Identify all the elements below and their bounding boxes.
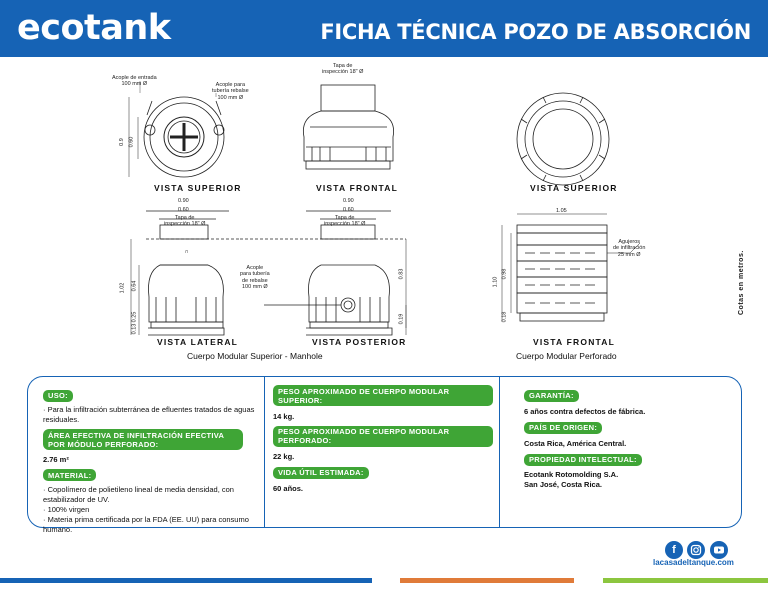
dim-top-a: 0.9 <box>118 138 125 146</box>
specs-column-2 <box>273 385 493 527</box>
footer-bar-blue <box>0 578 372 583</box>
dim-perforated-width: 1.05 <box>556 208 567 214</box>
dim-lateral-width2: 0.60 <box>178 207 189 213</box>
dim-perforated-h3: 0.18 <box>501 311 508 323</box>
ip-label: PROPIEDAD INTELECTUAL: <box>524 454 642 466</box>
overflow-pipe-coupling-label: Acople para tubería de rebalse 100 mm Ø <box>240 265 270 290</box>
perforated-weight-value: 22 kg. <box>273 452 295 462</box>
upper-weight-label: PESO APROXIMADO DE CUERPO MODULAR SUPERIOR: <box>273 385 493 406</box>
column-divider-2 <box>499 377 500 527</box>
dim-perforated-h1: 1.10 <box>492 276 499 288</box>
ip-value-2: San José, Costa Rica. <box>524 480 602 490</box>
page-title: FICHA TÉCNICA POZO DE ABSORCIÓN <box>320 20 751 44</box>
youtube-icon[interactable] <box>710 541 728 559</box>
material-item-2: · 100% virgen <box>43 505 90 515</box>
inspection-cap-label-rear: Tapa de inspección 18" Ø <box>324 215 366 228</box>
front-view-top-drawing <box>303 85 393 169</box>
column-divider-1 <box>264 377 265 527</box>
dim-top-b: 0.60 <box>128 136 135 148</box>
dim-lateral-h2: 1.02 <box>119 282 126 294</box>
footer-bar-orange <box>400 578 574 583</box>
units-note: Cotas en metros. <box>738 250 745 315</box>
uso-text: · Para la infiltración subterránea de efluentes tratados de aguas residuales. <box>43 405 255 425</box>
technical-drawings <box>0 57 768 372</box>
dim-perforated-h2: 0.98 <box>501 268 508 280</box>
dim-rear-width: 0.90 <box>343 198 354 204</box>
material-label: MATERIAL: <box>43 469 96 481</box>
drawings-svg <box>0 57 768 372</box>
infiltration-holes-label: Agujeros de infiltración 25 mm Ø <box>613 239 646 258</box>
material-item-3: · Materia prima certificada por la FDA (EE. UU) para consumo humano. <box>43 515 249 535</box>
specs-column-1 <box>43 385 263 535</box>
caption-front-view-right: VISTA FRONTAL <box>533 337 616 347</box>
material-item-1: · Copolímero de polietileno lineal de media densidad, con estabilizador de UV. <box>43 484 234 504</box>
caption-front-view-top: VISTA FRONTAL <box>316 183 399 193</box>
area-value: 2.76 m² <box>43 454 69 464</box>
caption-upper-module: Cuerpo Modular Superior - Manhole <box>187 351 323 361</box>
top-view-right-drawing <box>517 93 609 185</box>
lifespan-value: 60 años. <box>273 484 304 494</box>
inspection-cap-label-lateral: Tapa de inspección 18" Ø <box>164 215 206 228</box>
side-view-drawing <box>131 211 240 335</box>
caption-top-view-right: VISTA SUPERIOR <box>530 183 618 193</box>
dim-lateral-width: 0.90 <box>178 198 189 204</box>
upper-weight-value: 14 kg. <box>273 411 295 421</box>
origin-label: PAÍS DE ORIGEN: <box>524 422 602 434</box>
dim-lateral-h4: 0.13 <box>131 323 138 335</box>
specs-column-3 <box>524 385 734 527</box>
header-bar <box>0 0 768 57</box>
caption-rear-view: VISTA POSTERIOR <box>312 337 407 347</box>
top-view-left-drawing <box>129 81 224 177</box>
website-link[interactable]: lacasadeltanque.com <box>653 558 734 567</box>
inlet-coupling-label: Acople de entrada 100 mm Ø <box>112 75 157 88</box>
facebook-icon[interactable]: f <box>665 541 683 559</box>
dim-rear-h1: 0.83 <box>398 268 405 280</box>
dim-lateral-h3: 0.25 <box>131 311 138 323</box>
perforated-weight-label: PESO APROXIMADO DE CUERPO MODULAR PERFORADO: <box>273 426 493 447</box>
ecotank-logo: ecotank <box>17 8 171 48</box>
specs-panel <box>27 376 742 535</box>
footer-bar-green <box>603 578 768 583</box>
caption-top-view-left: VISTA SUPERIOR <box>154 183 242 193</box>
warranty-label: GARANTÍA: <box>524 390 579 402</box>
caption-side-view: VISTA LATERAL <box>157 337 239 347</box>
dim-rear-h2: 0.19 <box>398 313 405 325</box>
warranty-value: 6 años contra defectos de fábrica. <box>524 407 646 416</box>
ip-value-1: Ecotank Rotomolding S.A. <box>524 470 619 480</box>
dim-rear-width2: 0.60 <box>343 207 354 213</box>
uso-label: USO: <box>43 390 73 402</box>
dim-lateral-h1: 0.64 <box>131 280 138 292</box>
overflow-coupling-label: Acople para tubería rebalse 100 mm Ø <box>212 82 249 101</box>
instagram-icon[interactable] <box>687 541 705 559</box>
svg-text:⊓: ⊓ <box>185 249 189 254</box>
caption-perforated-module: Cuerpo Modular Perforado <box>516 351 617 361</box>
origin-value: Costa Rica, América Central. <box>524 439 627 449</box>
inspection-cap-label-top: Tapa de inspección 18" Ø <box>322 63 364 76</box>
area-label: ÁREA EFECTIVA DE INFILTRACIÓN EFECTIVA POR MÓDULO PERFORADO: <box>43 429 243 450</box>
front-view-right-drawing <box>502 214 640 321</box>
lifespan-label: VIDA ÚTIL ESTIMADA: <box>273 467 369 479</box>
